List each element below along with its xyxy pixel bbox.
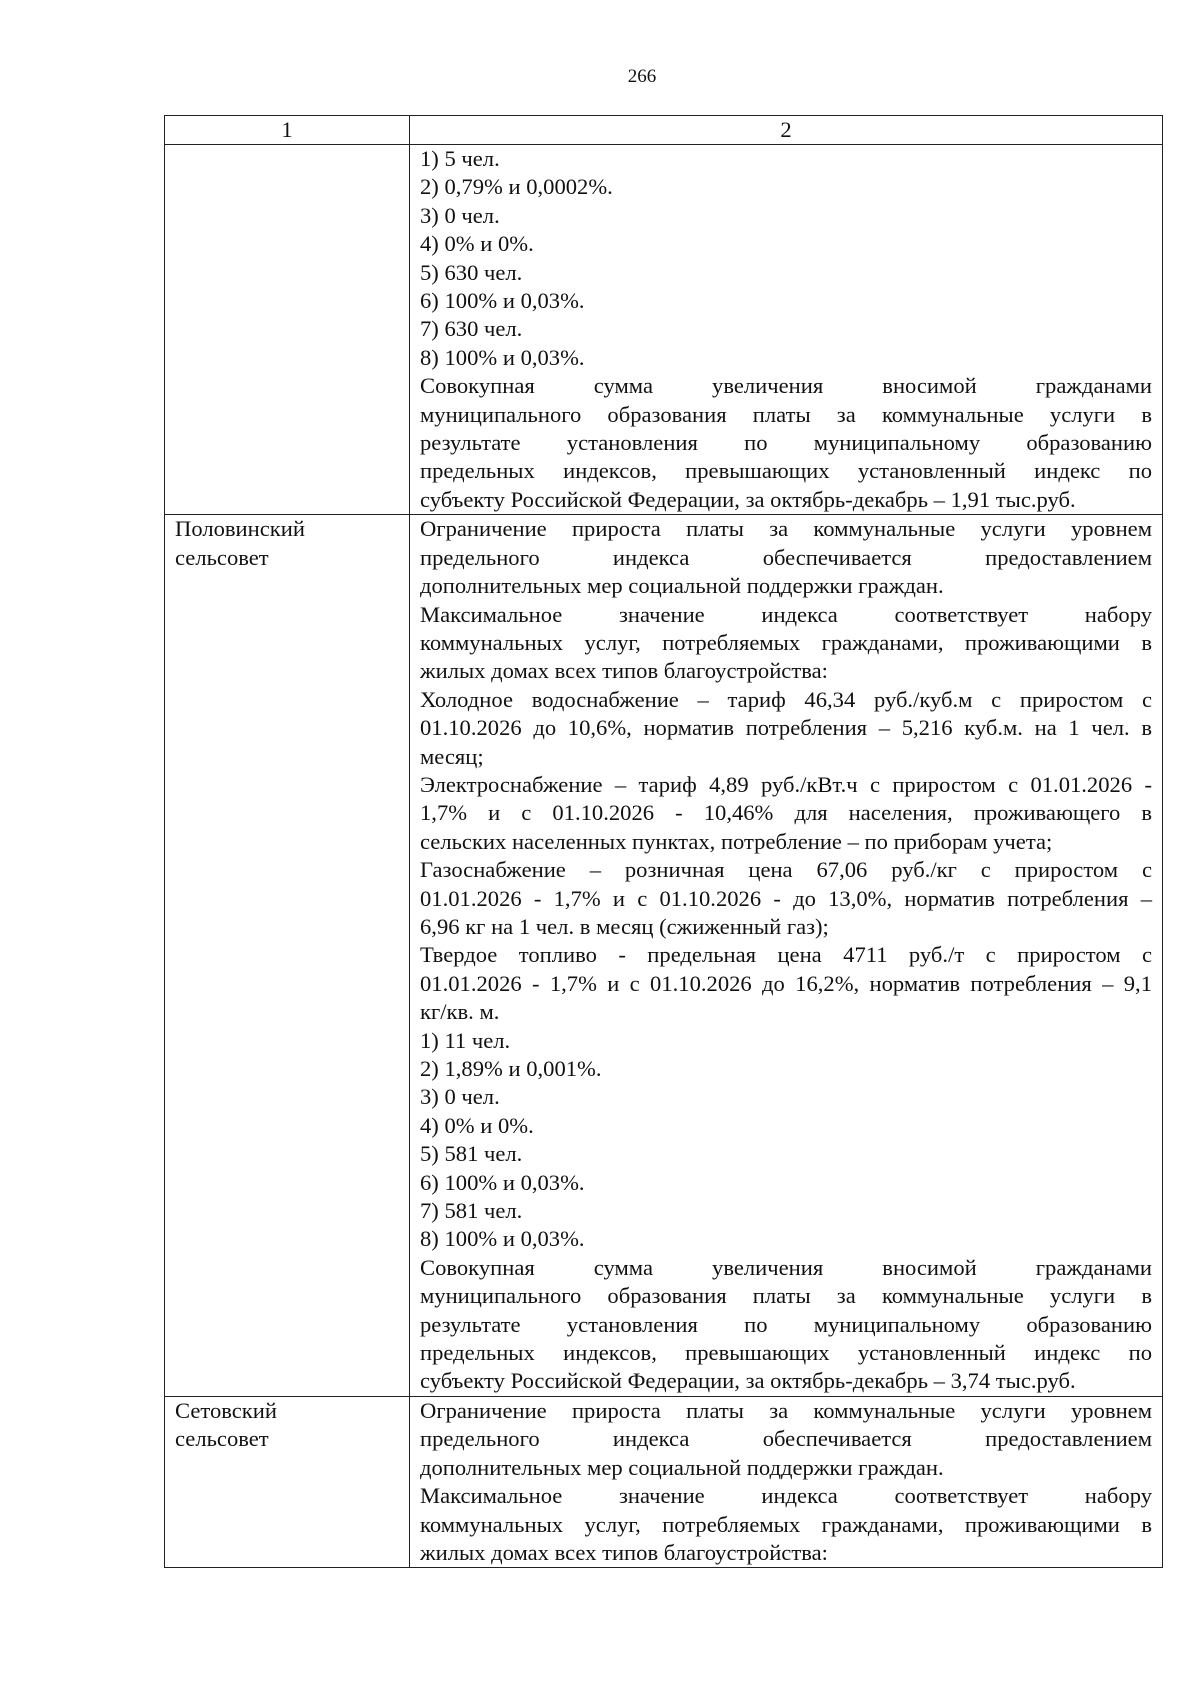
text-line: Электроснабжение – тариф 4,89 руб./кВт.ч с приростом с 01.01.2026 - <box>420 771 1152 797</box>
column-header-1: 1 <box>165 116 410 145</box>
description-cell <box>410 145 1163 515</box>
text-line: 3) 0 чел. <box>420 202 500 228</box>
text-line: Совокупная сумма увеличения вносимой гражданами <box>420 373 1152 399</box>
text-line: предельного индекса обеспечивается предоставлением <box>420 1426 1152 1452</box>
text-line: 1) 5 чел. <box>420 146 500 171</box>
settlement-name-line: сельсовет <box>175 1426 269 1452</box>
text-line: Газоснабжение – розничная цена 67,06 руб./кг с приростом с <box>420 857 1152 883</box>
text-line: 5) 630 чел. <box>420 259 523 285</box>
text-line: 01.10.2026 до 10,6%, норматив потребления – 5,216 куб.м. на 1 чел. в <box>420 715 1152 741</box>
text-line: 5) 581 чел. <box>420 1141 523 1167</box>
text-line: 6,96 кг на 1 чел. в месяц (сжиженный газ); <box>420 913 829 939</box>
text-line: коммунальных услуг, потребляемых гражданами, проживающими в <box>420 629 1152 655</box>
text-line: Ограничение прироста платы за коммунальные услуги уровнем <box>420 516 1152 542</box>
text-line: жилых домах всех типов благоустройства: <box>420 658 828 684</box>
text-line: предельных индексов, превышающих установленный индекс по <box>420 458 1152 484</box>
description-cell <box>410 1396 1163 1567</box>
text-line: 2) 1,89% и 0,001%. <box>420 1056 602 1081</box>
table-row <box>165 515 1163 1397</box>
settlement-name-line: сельсовет <box>175 544 269 570</box>
text-line: Максимальное значение индекса соответствует набору <box>420 1483 1152 1509</box>
table-row <box>165 145 1163 515</box>
text-line: жилых домах всех типов благоустройства: <box>420 1539 828 1565</box>
text-line: муниципального образования платы за коммунальные услуги в <box>420 401 1152 427</box>
text-line: 1) 11 чел. <box>420 1027 511 1053</box>
text-line: Максимальное значение индекса соответствует набору <box>420 601 1152 627</box>
settlement-cell <box>165 1396 410 1567</box>
text-line: сельских населенных пунктах, потребление – по приборам учета; <box>420 828 1053 854</box>
text-line: предельных индексов, превышающих установленный индекс по <box>420 1340 1152 1366</box>
text-line: месяц; <box>420 743 484 769</box>
text-line: 7) 581 чел. <box>420 1198 523 1224</box>
text-line: 8) 100% и 0,03%. <box>420 1226 585 1252</box>
text-line: муниципального образования платы за коммунальные услуги в <box>420 1283 1152 1309</box>
document-table <box>164 115 1163 1568</box>
settlement-name-line: Сетовский <box>175 1397 277 1423</box>
text-line: Твердое топливо - предельная цена 4711 руб./т с приростом с <box>420 942 1152 968</box>
page-number: 266 <box>627 66 657 87</box>
text-line: субъекту Российской Федерации, за октябрь-декабрь – 3,74 тыс.руб. <box>420 1368 1076 1394</box>
text-line: 4) 0% и 0%. <box>420 231 534 257</box>
text-line: 01.01.2026 - 1,7% и с 01.10.2026 - до 13,0%, норматив потребления – <box>420 885 1152 911</box>
settlement-name-line: Половинский <box>175 516 305 542</box>
text-line: 8) 100% и 0,03%. <box>420 344 585 370</box>
text-line: кг/кв. м. <box>420 999 500 1025</box>
text-line: 7) 630 чел. <box>420 316 523 342</box>
column-header-2: 2 <box>410 116 1163 145</box>
text-line: Ограничение прироста платы за коммунальные услуги уровнем <box>420 1397 1152 1423</box>
table-row <box>165 1396 1163 1567</box>
text-line: 6) 100% и 0,03%. <box>420 1169 585 1195</box>
text-line: субъекту Российской Федерации, за октябрь-декабрь – 1,91 тыс.руб. <box>420 486 1076 512</box>
text-line: 6) 100% и 0,03%. <box>420 288 585 314</box>
text-line: дополнительных мер социальной поддержки граждан. <box>420 1454 944 1480</box>
text-line: Совокупная сумма увеличения вносимой гражданами <box>420 1254 1152 1280</box>
settlement-cell <box>165 515 410 1397</box>
text-line: 1,7% и с 01.10.2026 - 10,46% для населения, проживающего в <box>420 800 1152 826</box>
table-body <box>165 116 1163 1568</box>
text-line: Холодное водоснабжение – тариф 46,34 руб./куб.м с приростом с <box>420 686 1152 712</box>
text-line: 3) 0 чел. <box>420 1084 500 1110</box>
settlement-cell <box>165 145 410 515</box>
text-line: 2) 0,79% и 0,0002%. <box>420 174 613 200</box>
description-cell <box>410 515 1163 1397</box>
text-line: 4) 0% и 0%. <box>420 1112 534 1138</box>
text-line: коммунальных услуг, потребляемых гражданами, проживающими в <box>420 1511 1152 1537</box>
text-line: предельного индекса обеспечивается предоставлением <box>420 544 1152 570</box>
text-line: результате установления по муниципальному образованию <box>420 1311 1152 1337</box>
table-header-row <box>165 116 1163 145</box>
text-line: дополнительных мер социальной поддержки граждан. <box>420 573 944 599</box>
text-line: результате установления по муниципальному образованию <box>420 430 1152 456</box>
text-line: 01.01.2026 - 1,7% и с 01.10.2026 до 16,2%, норматив потребления – 9,1 <box>420 970 1152 996</box>
